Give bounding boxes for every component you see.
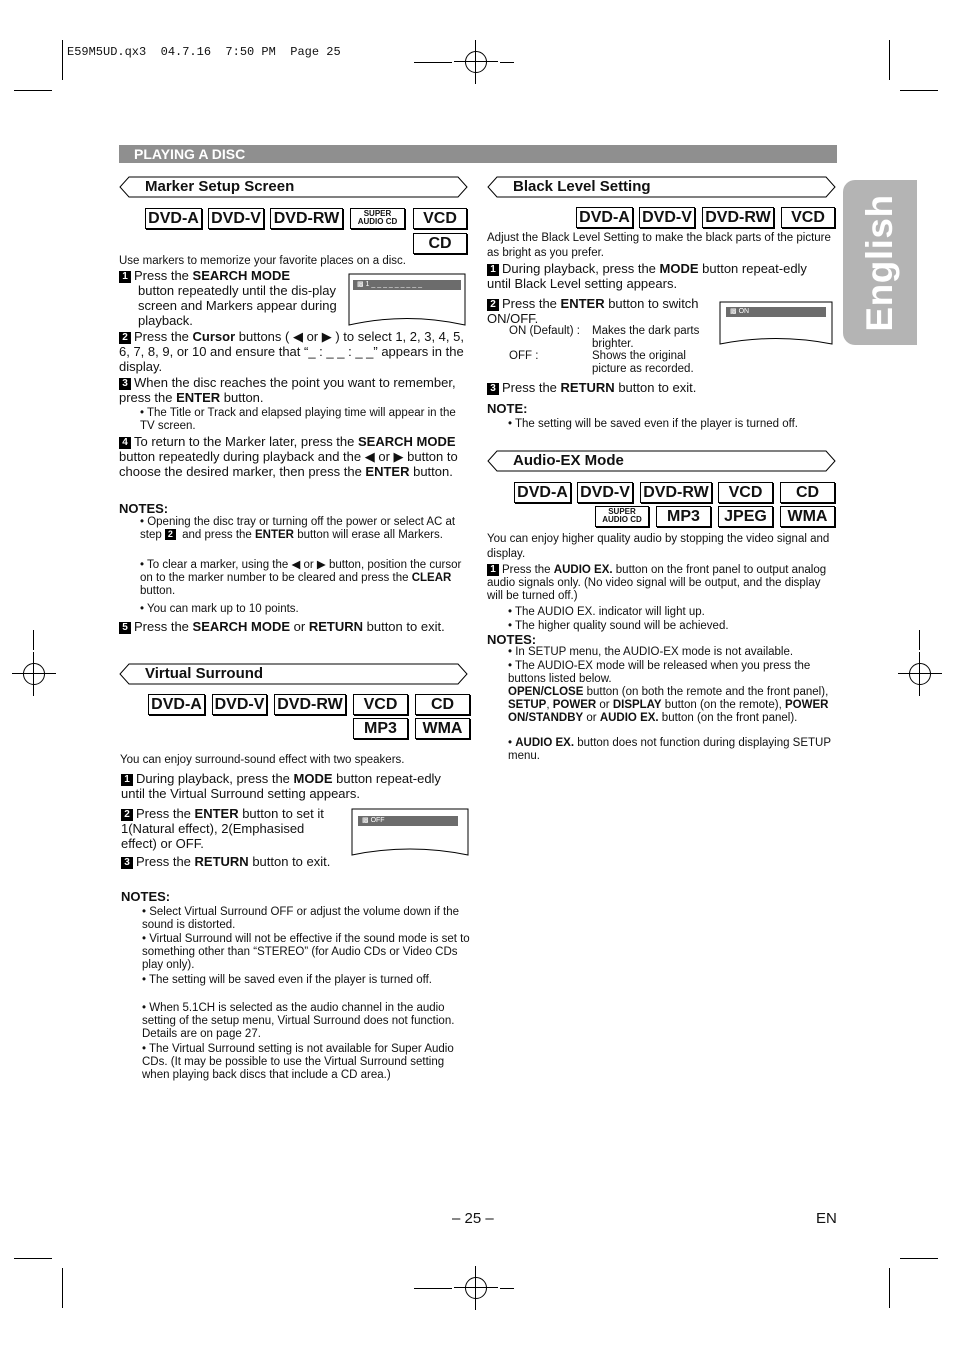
virtual-notes-title: NOTES: (121, 889, 171, 904)
audio-ex-title: Audio-EX Mode (513, 452, 624, 469)
badge-dvd-a: DVD-A (514, 482, 571, 503)
marker-step-5: 5 Press the SEARCH MODE or RETURN button to exit. (119, 619, 464, 634)
badge-cd: CD (413, 233, 467, 254)
badge-vcd: VCD (413, 208, 467, 229)
language-code: EN (816, 1210, 837, 1227)
step-number: 4 (119, 437, 131, 449)
badge-dvd-v: DVD-V (577, 482, 633, 503)
badge-wma: WMA (415, 718, 470, 739)
step-number: 2 (119, 332, 131, 344)
black-on-desc: Makes the dark parts brighter. (592, 325, 700, 350)
audio-ex-note: • AUDIO EX. button does not function during displaying SETUP menu. (508, 737, 831, 762)
step-number: 3 (121, 857, 133, 869)
registration-mark (454, 1266, 498, 1310)
audio-ex-note: • The AUDIO-EX mode will be released when you press the buttons listed below. OPEN/CLOSE button (on both the remote and the front panel), SETUP, POWER or DISPLAY button (on the remote), POWER ON/STANDBY or AUDIO EX. button (on the front panel). (508, 660, 829, 724)
badge-wma: WMA (780, 506, 835, 527)
badge-dvd-v: DVD-V (639, 207, 695, 228)
file-info: E59M5UD.qx3 04.7.16 7:50 PM Page 25 (67, 45, 341, 59)
virtual-display-screen (350, 807, 470, 857)
badge-super-audio-cd: SUPER AUDIO CD (350, 208, 405, 229)
crop-mark (500, 62, 514, 63)
badge-dvd-a: DVD-A (148, 694, 205, 715)
badge-mp3: MP3 (353, 718, 408, 739)
crop-mark (900, 1258, 938, 1259)
virtual-intro: You can enjoy surround-sound effect with two speakers. (120, 754, 405, 766)
virtual-note: • Select Virtual Surround OFF or adjust the volume down if the sound is distorted. (142, 906, 460, 931)
registration-mark (454, 40, 498, 84)
crop-mark (414, 62, 452, 63)
crop-mark (14, 90, 52, 91)
badge-dvd-v: DVD-V (208, 208, 264, 229)
crop-mark (62, 1268, 63, 1308)
audio-ex-heading (487, 450, 836, 472)
audio-ex-note: • In SETUP menu, the AUDIO-EX mode is not available. (508, 646, 794, 658)
badge-jpeg: JPEG (718, 506, 773, 527)
black-on-label: ON (Default) : (509, 325, 580, 337)
marker-step-3: 3 When the disc reaches the point you want to remember, press the ENTER button. (119, 375, 456, 405)
marker-display-screen (347, 272, 467, 327)
badge-vcd: VCD (781, 207, 835, 228)
crop-mark (414, 1288, 452, 1289)
black-step-2: 2 Press the ENTER button to switch ON/OFF. (487, 296, 699, 326)
marker-notes-title: NOTES: (119, 501, 169, 516)
audio-ex-bullet: • The AUDIO EX. indicator will light up. (508, 606, 705, 618)
section-title-bar (119, 145, 837, 163)
black-level-title: Black Level Setting (513, 178, 651, 195)
black-note-title: NOTE: (487, 401, 528, 416)
audio-ex-intro: You can enjoy higher quality audio by stopping the video signal and display. (487, 533, 830, 560)
crop-mark (500, 1288, 514, 1289)
black-note: • The setting will be saved even if the player is turned off. (508, 418, 798, 430)
marker-step-2: 2 Press the Cursor buttons ( ◀ or ▶ ) to select 1, 2, 3, 4, 5, 6, 7, 8, 9, or 10 and ensure that “_ : _ _ : _ _” appears in the display. (119, 329, 464, 374)
marker-note: • Opening the disc tray or turning off the power or select AC at step 2 and press the ENTER button will erase all Markers. (140, 516, 456, 541)
crop-mark (889, 40, 890, 80)
badge-dvd-rw: DVD-RW (640, 482, 712, 503)
marker-setup-heading (119, 176, 468, 198)
black-level-heading (487, 176, 836, 198)
badge-dvd-rw: DVD-RW (702, 207, 774, 228)
black-display-bar: ▩ ON (726, 307, 826, 317)
black-display-screen (718, 300, 834, 346)
virtual-surround-heading (119, 663, 468, 685)
badge-cd: CD (415, 694, 470, 715)
marker-step-1: 1 Press the SEARCH MODE button repeatedly until the dis-play screen and Markers appear during playback. (119, 268, 341, 328)
badge-dvd-rw: DVD-RW (270, 208, 343, 229)
registration-mark (12, 652, 56, 696)
crop-mark (14, 1258, 52, 1259)
black-intro: Adjust the Black Level Setting to make the black parts of the picture as bright as you prefer. (487, 232, 831, 259)
audio-ex-bullet: • The higher quality sound will be achieved. (508, 620, 729, 632)
virtual-note: • When 5.1CH is selected as the audio channel in the audio setting of the setup menu, Virtual Surround does not function. Details are on page 27. (142, 1002, 455, 1040)
badge-cd: CD (780, 482, 835, 503)
virtual-note: • The Virtual Surround setting is not available for Super Audio CDs. (It may be possible to use the Virtual Surround setting when playing back discs that include a CD area.) (142, 1043, 454, 1081)
step-number: 1 (487, 264, 499, 276)
badge-dvd-a: DVD-A (576, 207, 633, 228)
badge-mp3: MP3 (656, 506, 711, 527)
badge-vcd: VCD (718, 482, 773, 503)
audio-ex-notes-title: NOTES: (487, 632, 537, 647)
crop-mark (33, 630, 34, 650)
badge-super-audio-cd: SUPER AUDIO CD (595, 506, 649, 527)
step-number: 2 (121, 809, 133, 821)
page-number: – 25 – (452, 1210, 494, 1227)
black-step-3: 3 Press the RETURN button to exit. (487, 380, 827, 395)
virtual-step-3: 3 Press the RETURN button to exit. (121, 854, 343, 869)
marker-step-3-bullet: • The Title or Track and elapsed playing time will appear in the TV screen. (140, 407, 456, 432)
black-off-label: OFF : (509, 350, 539, 362)
section-title: PLAYING A DISC (134, 146, 246, 162)
language-tab (843, 180, 917, 345)
step-number: 2 (487, 299, 499, 311)
virtual-step-2: 2 Press the ENTER button to set it 1(Natural effect), 2(Emphasised effect) or OFF. (121, 806, 324, 851)
virtual-note: • The setting will be saved even if the player is turned off. (142, 974, 432, 986)
language-tab-label: English (859, 193, 900, 332)
audio-ex-step-1: 1 Press the AUDIO EX. button on the front panel to output analog audio signals only. (No video signal will be output, and the display will be turned off.) (487, 564, 827, 602)
badge-vcd: VCD (353, 694, 408, 715)
tv-screen-outline (350, 807, 470, 857)
virtual-note: • Virtual Surround will not be effective if the sound mode is set to something other than “STEREO” (for Audio CDs or Video CDs play only). (142, 933, 470, 971)
step-number: 3 (119, 378, 131, 390)
marker-display-bar: ▩ 1 _ _ _ _ _ _ _ _ _ (353, 280, 461, 290)
virtual-surround-title: Virtual Surround (145, 665, 264, 682)
crop-mark (62, 40, 63, 80)
black-off-desc: Shows the original picture as recorded. (592, 350, 694, 375)
registration-mark (898, 652, 942, 696)
marker-intro: Use markers to memorize your favorite places on a disc. (119, 255, 406, 267)
virtual-display-bar: ▩ OFF (358, 816, 458, 826)
marker-setup-title: Marker Setup Screen (145, 178, 295, 195)
crop-mark (919, 630, 920, 650)
marker-step-4: 4 To return to the Marker later, press the SEARCH MODE button repeatedly during playback and the ◀ or ▶ button to choose the desired marker, then press the ENTER button. (119, 434, 458, 479)
step-number: 5 (119, 622, 131, 634)
step-number: 1 (119, 271, 131, 283)
step-number: 3 (487, 383, 499, 395)
badge-dvd-rw: DVD-RW (274, 694, 346, 715)
virtual-step-1: 1 During playback, press the MODE button repeat-edly until the Virtual Surround setting appears. (121, 771, 441, 801)
crop-mark (900, 90, 938, 91)
step-number: 1 (487, 564, 499, 576)
crop-mark (889, 1268, 890, 1308)
step-number: 1 (121, 774, 133, 786)
badge-dvd-a: DVD-A (145, 208, 202, 229)
marker-note: • To clear a marker, using the ◀ or ▶ button, position the cursor on to the marker number to be cleared and press the CLEAR button. (140, 559, 462, 597)
badge-dvd-v: DVD-V (212, 694, 267, 715)
marker-note: • You can mark up to 10 points. (140, 603, 299, 615)
black-step-1: 1 During playback, press the MODE button repeat-edly until Black Level setting appears. (487, 261, 807, 291)
